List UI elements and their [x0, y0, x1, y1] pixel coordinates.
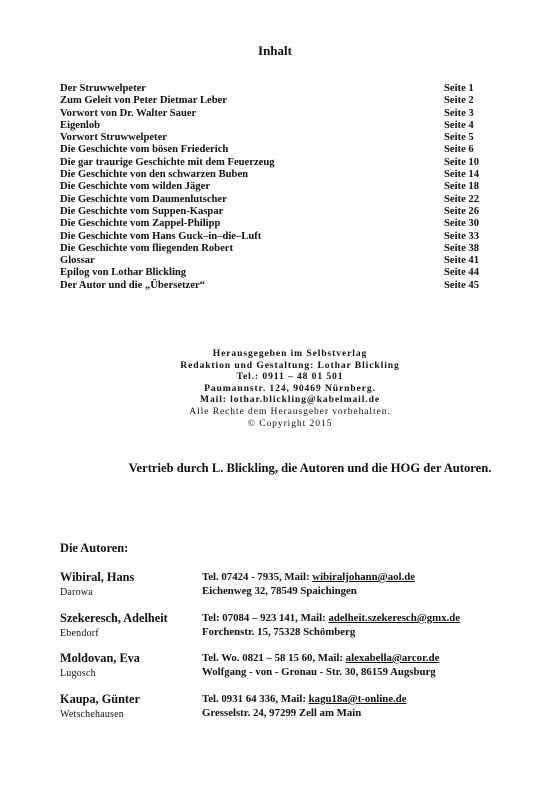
author-place: Ebendorf	[60, 628, 99, 639]
author-contact	[202, 693, 407, 705]
author-tel: Tel. Wo. 0821 – 58 15 60, Mail:	[202, 652, 346, 664]
toc-page: Seite 4	[444, 119, 474, 131]
toc-row	[60, 83, 492, 95]
toc-title: Die Geschichte vom Zappel-Philipp	[60, 218, 221, 230]
toc-page: Seite 45	[444, 279, 480, 291]
toc-row	[60, 120, 492, 132]
toc-title: Der Autor und die „Übersetzer“	[60, 279, 205, 291]
author-name: Kaupa, Günter	[60, 692, 140, 706]
toc-title: Eigenlob	[60, 119, 101, 131]
author-contact	[202, 571, 415, 583]
toc-row	[60, 243, 492, 255]
author-contact	[202, 612, 460, 624]
toc-page: Seite 3	[444, 107, 474, 119]
toc-title: Vorwort Struwwelpeter	[60, 132, 167, 144]
toc-row	[60, 218, 492, 230]
toc-title: Die Geschichte vom Suppen-Kaspar	[60, 205, 224, 217]
toc-page: Seite 10	[444, 156, 480, 168]
imprint-block	[150, 348, 430, 429]
page-title: Inhalt	[258, 43, 292, 58]
author-name: Szekeresch, Adelheit	[60, 611, 168, 625]
toc-title: Vorwort von Dr. Walter Sauer	[60, 107, 197, 119]
author-mail-link[interactable]: kagu18a@t-online.de	[308, 693, 407, 705]
toc-title: Die Geschichte vom Hans Guck–in–die–Luft	[60, 230, 262, 242]
toc-title: Die Geschichte vom wilden Jäger	[60, 181, 211, 193]
imprint-editor: Redaktion und Gestaltung: Lothar Blickling	[180, 359, 400, 371]
author-address: Eichenweg 32, 78549 Spaichingen	[202, 585, 357, 597]
toc-page: Seite 1	[444, 83, 474, 94]
toc-row	[60, 181, 492, 193]
toc-row	[60, 194, 492, 206]
toc-title: Die Geschichte vom fliegenden Robert	[60, 242, 233, 254]
toc-page: Seite 18	[444, 181, 480, 193]
toc-row	[60, 267, 492, 279]
author-place: Darowa	[60, 587, 93, 598]
toc-title: Die Geschichte vom bösen Friederich	[60, 144, 229, 156]
toc-row	[60, 206, 492, 218]
toc-row	[60, 95, 492, 107]
toc-page: Seite 26	[444, 205, 480, 217]
author-tel: Tel. 0931 64 336, Mail:	[202, 693, 309, 705]
toc-row	[60, 169, 492, 181]
toc-title: Zum Geleit von Peter Dietmar Leber	[60, 95, 228, 107]
toc-row	[60, 280, 492, 292]
toc-row	[60, 231, 492, 243]
toc-page: Seite 44	[444, 267, 480, 279]
toc-page: Seite 6	[444, 144, 474, 156]
author-tel: Tel. 07424 - 7935, Mail:	[202, 571, 313, 583]
author-name: Moldovan, Eva	[60, 651, 140, 665]
author-place: Wetschehausen	[60, 709, 124, 720]
imprint-mail: Mail: lothar.blickling@kabelmail.de	[200, 394, 380, 406]
author-address: Gresselstr. 24, 97299 Zell am Main	[202, 707, 362, 719]
imprint-address: Paumannstr. 124, 90469 Nürnberg.	[204, 382, 376, 394]
toc-page: Seite 14	[444, 169, 480, 181]
toc-page: Seite 41	[444, 255, 480, 267]
table-of-contents	[60, 83, 492, 292]
toc-page: Seite 38	[444, 242, 480, 254]
toc-page: Seite 2	[444, 95, 474, 107]
author-address: Forchenstr. 15, 75328 Schömberg	[202, 626, 356, 638]
author-place: Lugosch	[60, 668, 96, 679]
author-mail-link[interactable]: alexabella@arcor.de	[345, 652, 440, 664]
toc-title: Der Struwwelpeter	[60, 83, 146, 94]
toc-row	[60, 108, 492, 120]
toc-title: Die Geschichte vom Daumenlutscher	[60, 193, 227, 205]
toc-page: Seite 22	[444, 193, 480, 205]
toc-row	[60, 144, 492, 156]
toc-title: Die gar traurige Geschichte mit dem Feuerzeug	[60, 156, 275, 168]
author-address: Wolfgang - von - Gronau - Str. 30, 86159 Augsburg	[202, 666, 436, 678]
imprint-phone: Tel.: 0911 – 48 01 501	[236, 371, 344, 383]
toc-row	[60, 132, 492, 144]
author-contact	[202, 652, 439, 664]
author-tel: Tel: 07084 – 923 141, Mail:	[202, 612, 329, 624]
imprint-rights: Alle Rechte dem Herausgeber vorbehalten.	[189, 405, 391, 417]
author-name: Wibiral, Hans	[60, 570, 135, 584]
toc-page: Seite 5	[444, 132, 474, 144]
toc-title: Glossar	[60, 255, 95, 267]
imprint-publisher: Herausgegeben im Selbstverlag	[212, 348, 368, 359]
toc-page: Seite 33	[444, 230, 480, 242]
author-mail-link[interactable]: wibiraljohann@aol.de	[312, 571, 415, 583]
authors-heading: Die Autoren:	[60, 541, 129, 555]
distribution-note: Vertrieb durch L. Blickling, die Autoren und die HOG der Autoren.	[128, 461, 492, 475]
author-mail-link[interactable]: adelheit.szekeresch@gmx.de	[328, 612, 461, 624]
toc-page: Seite 30	[444, 218, 480, 230]
imprint-copyright: © Copyright 2015	[247, 417, 333, 429]
toc-row	[60, 255, 492, 267]
toc-title: Epilog von Lothar Blickling	[60, 267, 187, 279]
toc-title: Die Geschichte von den schwarzen Buben	[60, 169, 249, 181]
toc-row	[60, 157, 492, 169]
